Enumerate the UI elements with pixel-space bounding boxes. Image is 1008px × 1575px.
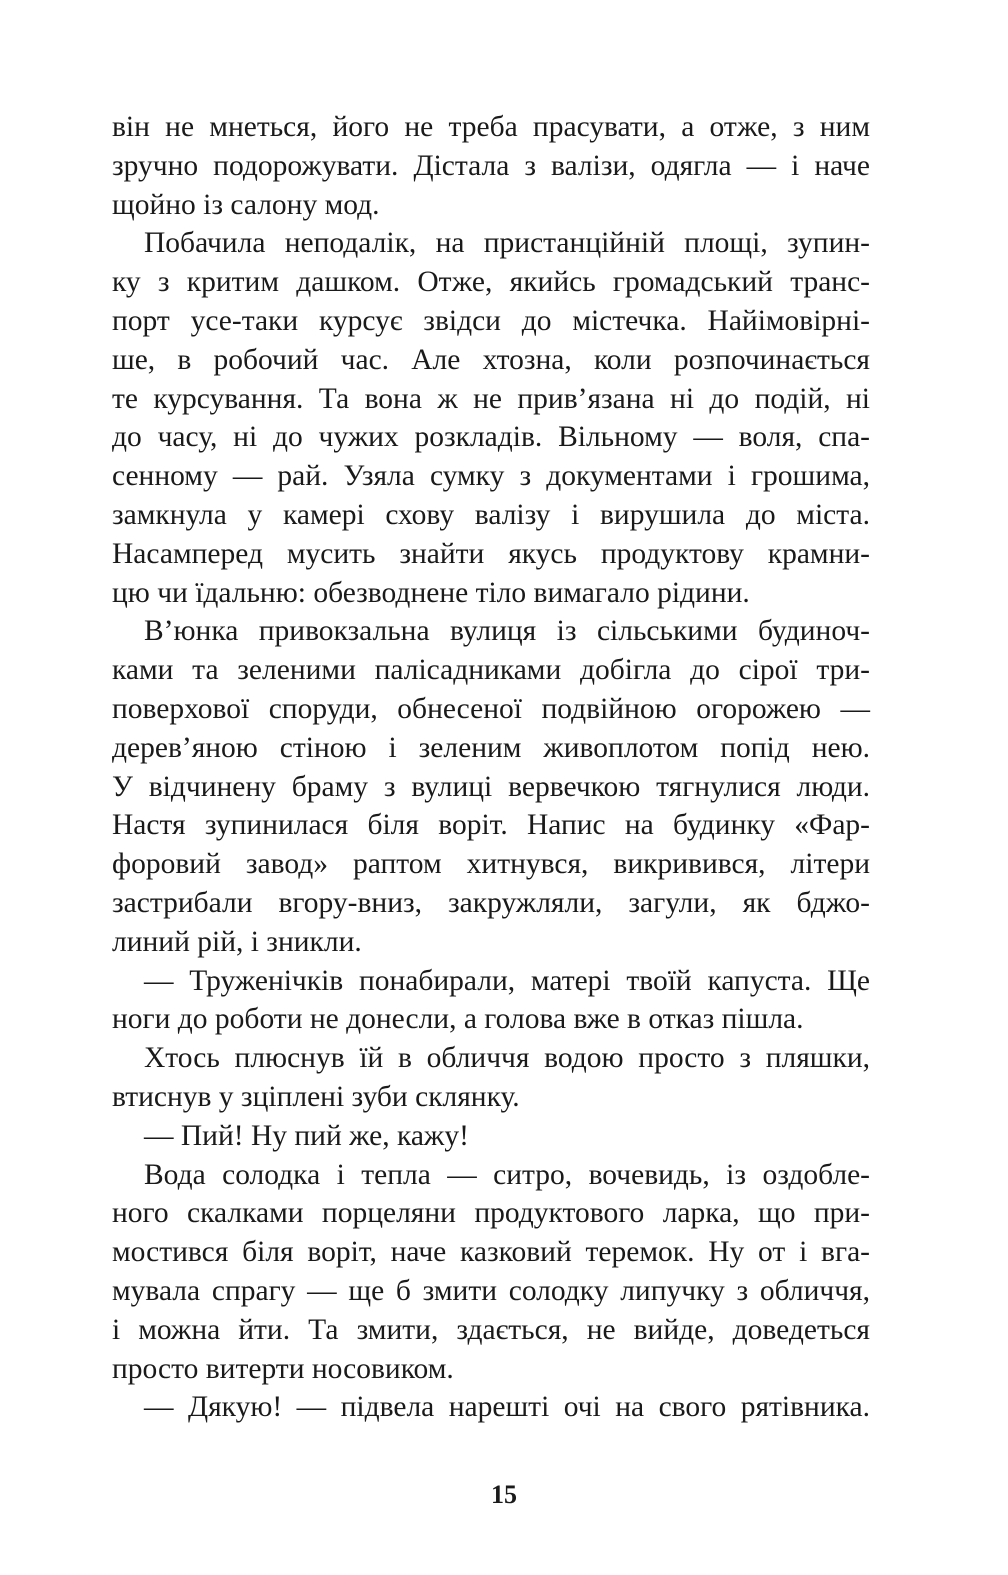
page-number: 15 [491, 1480, 517, 1509]
text-line: форовий завод» раптом хитнувся, викривився, літери [112, 848, 870, 881]
text-line: поверхової споруди, обнесеної подвійною огорожею — [112, 692, 870, 725]
text-line: Вода солодка і тепла — ситро, вочевидь, із оздобле- [144, 1158, 870, 1191]
text-line: ками та зеленими палісадниками добігла до сірої три- [112, 654, 870, 687]
text-line: до часу, ні до чужих розкладів. Вільному — воля, спа- [112, 421, 870, 454]
text-line: просто витерти носовиком. [112, 1352, 454, 1385]
text-line: Побачила неподалік, на пристанційній площі, зупин- [144, 227, 870, 260]
text-line: втиснув у зціплені зуби склянку. [112, 1080, 520, 1113]
text-line: щойно із салону мод. [112, 188, 380, 221]
text-line: те курсування. Та вона ж не прив’язана ні до подій, ні [112, 382, 870, 415]
text-line: В’юнка привокзальна вулиця із сільськими будиноч- [144, 615, 870, 648]
text-line: мостився біля воріт, наче казковий теремок. Ну от і вга- [112, 1236, 870, 1269]
text-line: Хтось плюснув їй в обличчя водою просто з пляшки, [144, 1042, 870, 1075]
text-line: У відчинену браму з вулиці вервечкою тягнулися люди. [112, 770, 870, 803]
text-line: — Пий! Ну пий же, кажу! [144, 1119, 469, 1152]
text-line: мувала спрагу — ще б змити солодку липучку з обличчя, [112, 1274, 870, 1307]
text-line: ше, в робочий час. Але хтозна, коли розпочинається [112, 343, 870, 376]
text-line: і можна йти. Та змити, здається, не вийде, доведеться [112, 1313, 870, 1346]
page-body [112, 108, 870, 1427]
text-line: ного скалками порцеляни продуктового ларка, що при- [112, 1197, 870, 1230]
text-line: Настя зупинилася біля воріт. Напис на будинку «Фар- [112, 809, 870, 842]
text-line: сенному — рай. Узяла сумку з документами і грошима, [112, 460, 870, 493]
text-line: Насамперед мусить знайти якусь продуктову крамни- [112, 537, 870, 570]
text-line: линий рій, і зникли. [112, 925, 362, 958]
text-line: застрибали вгору-вниз, закружляли, загули, як бджо- [112, 886, 870, 919]
text-line: він не мнеться, його не треба прасувати, а отже, з ним [112, 111, 870, 143]
text-line: зручно подорожувати. Дістала з валізи, одягла — і наче [112, 149, 870, 182]
text-line: ку з критим дашком. Отже, якийсь громадський транс- [112, 266, 870, 299]
text-line: замкнула у камері схову валізу і вирушила до міста. [112, 498, 870, 531]
text-line: — Труженічків понабирали, матері твоїй капуста. Ще [144, 964, 870, 997]
text-line: порт усе-таки курсує звідси до містечка. Найімовірні- [112, 304, 870, 337]
text-line: дерев’яною стіною і зеленим живоплотом попід нею. [112, 731, 870, 764]
text-line: — Дякую! — підвела нарешті очі на свого рятівника. [144, 1391, 870, 1424]
text-line: цю чи їдальню: обезводнене тіло вимагало рідини. [112, 576, 750, 609]
text-line: ноги до роботи не донесли, а голова вже в отказ пішла. [112, 1003, 804, 1036]
